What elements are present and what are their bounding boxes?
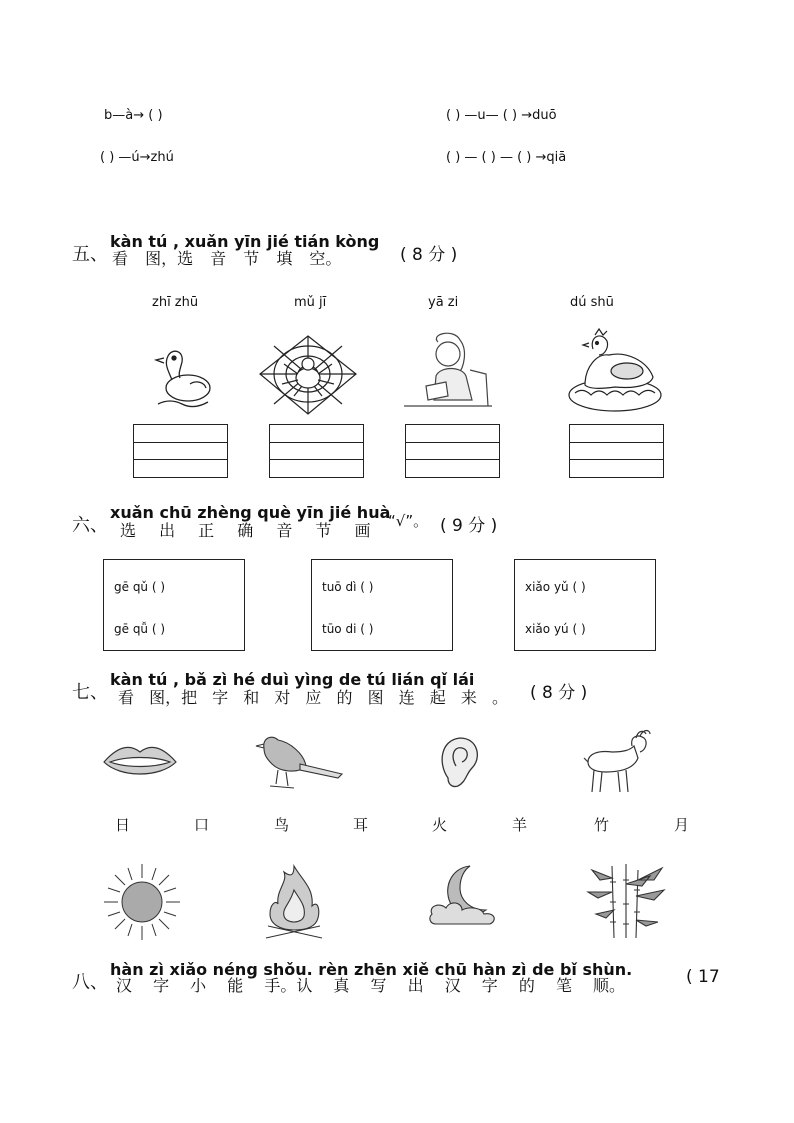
s8-number: 八、 [72,972,108,993]
s4-row2-left: ( ) —ú→zhú [100,150,174,165]
s6-checkmark-note: “√”。 [388,512,429,530]
s6-option-2b[interactable]: tūo di ( ) [322,622,374,636]
moon-icon [424,862,500,928]
s4-row1-right: ( ) —u— ( ) →duō [446,108,557,123]
s6-option-3b[interactable]: xiǎo yú ( ) [525,622,586,636]
s5-label-4: dú shū [570,295,614,310]
girl-reading-icon [400,330,495,412]
s6-option-3a[interactable]: xiǎo yǔ ( ) [525,580,586,594]
s7-char-1[interactable]: 日 [115,816,131,834]
fire-icon [262,860,326,942]
s5-answer-grid-4[interactable] [569,424,664,478]
sun-icon [100,860,184,944]
s5-answer-grid-1[interactable] [133,424,228,478]
goat-icon [578,728,652,798]
s6-option-2a[interactable]: tuō dì ( ) [322,580,374,594]
s7-char-4[interactable]: 耳 [353,816,369,834]
s6-choice-box-1 [103,559,245,651]
s8-hanzi: 汉 字 小 能 手。认 真 写 出 汉 字 的 笔 顺。 [116,976,626,995]
s5-score: ( 8 分 ) [400,245,458,265]
s7-char-5[interactable]: 火 [432,816,448,834]
duck-icon [150,340,215,412]
s7-char-7[interactable]: 竹 [594,816,610,834]
hen-icon [565,325,665,415]
s6-option-1a[interactable]: gē qǔ ( ) [114,580,166,594]
s5-label-1: zhī zhū [152,295,199,310]
s5-answer-grid-2[interactable] [269,424,364,478]
s7-char-3[interactable]: 鸟 [274,816,290,834]
bamboo-icon [582,862,670,942]
s5-label-2: mǔ jī [294,295,327,310]
s6-option-1b[interactable]: gē qǚ ( ) [114,622,166,636]
s6-choice-box-3 [514,559,656,651]
s5-number: 五、 [72,244,108,265]
s7-hanzi: 看 图，把 字 和 对 应 的 图 连 起 来 。 [118,688,508,707]
bird-icon [250,728,346,792]
s5-label-3: yā zi [428,295,459,310]
s7-pinyin: kàn tú , bǎ zì hé duì yìng de tú lián qǐ lái [110,670,475,689]
s5-hanzi: 看 图，选 音 节 填 空。 [112,249,342,268]
s8-score: ( 17 [686,967,720,987]
s4-row2-right: ( ) — ( ) — ( ) →qiā [446,150,567,165]
s5-answer-grid-3[interactable] [405,424,500,478]
s7-char-6[interactable]: 羊 [512,816,528,834]
s6-pinyin: xuǎn chū zhèng què yīn jié huà [110,503,391,522]
s6-choice-box-2 [311,559,453,651]
s7-char-2[interactable]: 口 [194,816,210,834]
s8-pinyin: hàn zì xiǎo néng shǒu. rèn zhēn xiě chū hàn zì de bǐ shùn. [110,960,633,979]
s6-score: ( 9 分 ) [440,516,498,536]
ear-icon [436,734,484,790]
s4-row1-left: b—à→ ( ) [104,108,163,123]
s6-number: 六、 [72,515,108,536]
s6-hanzi: 选 出 正 确 音 节 画 [120,521,371,540]
s7-score: ( 8 分 ) [530,683,588,703]
mouth-icon [100,740,180,784]
s7-number: 七、 [72,682,108,703]
s7-char-8[interactable]: 月 [674,816,690,834]
s5-pinyin: kàn tú , xuǎn yīn jié tián kòng [110,232,380,251]
spider-icon [258,334,358,416]
